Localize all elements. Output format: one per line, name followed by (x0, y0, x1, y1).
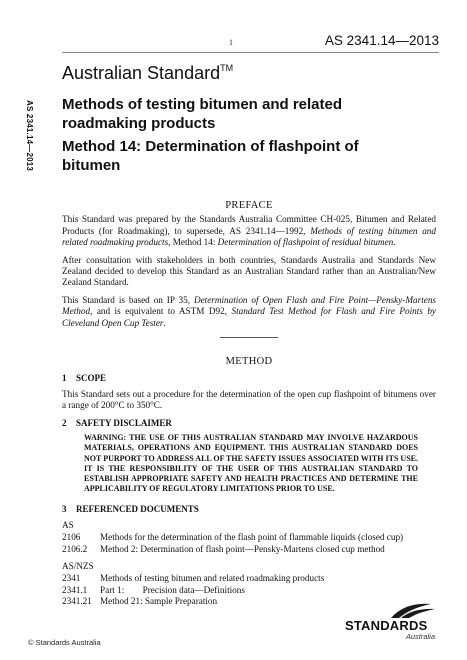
preface-p1-title-a: Methods of testing bitumen and related roadmaking products (62, 225, 436, 248)
document-code: AS 2341.14—2013 (324, 33, 439, 48)
reference-title: Method 2: Determination of flash point—Pensky-Martens closed cup method (100, 543, 385, 554)
asnzs-group-label: AS/NZS (62, 560, 94, 571)
method-title-line-1: Method 14: Determination of flashpoint of (62, 138, 359, 155)
preface-p3-title-a: Determination of Open Flash and Fire Point—Pensky-Martens Method (62, 294, 436, 317)
reference-row (62, 532, 436, 543)
safety-warning: WARNING: THE USE OF THIS AUSTRALIAN STANDARD MAY INVOLVE HAZARDOUS MATERIALS, OPERATIONS AND EQUIPMENT. THIS AUSTRALIAN STANDARD DOES NOT PURPORT TO ADDRESS ALL OF THE SAFETY ISSUES ASSOCIATED WITH ITS USE. IT IS THE RESPONSIBILITY OF THE USER OF THIS AUSTRALIAN STANDARD TO ESTABLISH APPROPRIATE SAFETY AND HEALTH PRACTICES AND DETERMINE THE APPLICABILITY OF REGULATORY LIMITATIONS PRIOR TO USE. (84, 433, 418, 494)
method-heading: METHOD (225, 356, 273, 368)
header-rule (62, 52, 439, 53)
brand-name: Australian Standard (62, 63, 221, 83)
reference-number: 2341.1 (62, 584, 88, 595)
safety-title: SAFETY DISCLAIMER (76, 417, 172, 428)
side-document-code: AS 2341.14—2013 (25, 100, 34, 172)
preface-p1-title-b: Determination of flashpoint of residual bitumen (217, 237, 394, 248)
reference-title: Methods of testing bitumen and related roadmaking products (100, 573, 325, 584)
logo-wordmark: STANDARDS (345, 618, 428, 633)
method-title-line-2: bitumen (62, 157, 121, 174)
reference-number: 2106 (62, 532, 81, 543)
references-heading (62, 504, 436, 515)
reference-row (62, 573, 436, 584)
preface-p3-text-a: This Standard is based on IP 35, (62, 294, 194, 305)
preface-paragraph-2: After consultation with stakeholders in both countries, Standards Australia and Standards New Zealand decided to develop this Standard as an Australian Standard rather than an Australian/New Zealand Standard. (62, 254, 436, 288)
references-number: 3 (62, 504, 67, 515)
reference-title: Part 1: Precision data—Definitions (100, 584, 245, 595)
brand-title (62, 63, 233, 84)
preface-heading: PREFACE (225, 200, 273, 211)
preface-p1-text-a: This Standard was prepared by the Standards Australia Committee CH-025, Bitumen and Related Products (for Roadmaking), to supersede, AS 2341.14—1992, (62, 214, 436, 236)
preface-paragraph-1 (62, 214, 436, 248)
logo-subtext: Australia (405, 632, 435, 641)
series-title-line-2: roadmaking products (62, 115, 216, 132)
scope-number: 1 (62, 373, 67, 384)
scope-heading (62, 373, 436, 384)
preface-p3-title-b: Standard Test Method for Flash and Fire Points by Cleveland Open Cup Tester (62, 306, 436, 328)
reference-row (62, 544, 436, 555)
copyright-notice: © Standards Australia (28, 638, 101, 647)
as-reference-group (62, 520, 436, 555)
reference-title: Method 21: Sample Preparation (100, 596, 218, 607)
preface-p1-text-c: , Method 14: (168, 237, 218, 248)
preface-p3-text-e: . (163, 317, 166, 328)
safety-number: 2 (62, 417, 67, 428)
reference-title: Methods for the determination of the flash point of flammable liquids (closed cup) (100, 532, 404, 543)
page-number: 1 (229, 38, 233, 47)
as-group-label: AS (62, 519, 74, 530)
standards-australia-logo (339, 600, 439, 642)
preface-p1-text-e: . (393, 237, 396, 248)
preface-p3-text-c: , and is equivalent to ASTM D92, (90, 306, 232, 317)
reference-row (62, 585, 436, 596)
scope-title: SCOPE (76, 373, 107, 384)
scope-text: This Standard sets out a procedure for the determination of the open cup flashpoint of bitumens over a range of 200°C to 350°C. (62, 388, 436, 411)
logo-mark-icon (339, 600, 439, 620)
section-divider (220, 337, 278, 338)
reference-number: 2341.21 (62, 596, 92, 607)
title-block (62, 95, 432, 175)
preface-paragraph-3 (62, 295, 436, 329)
reference-number: 2106.2 (62, 543, 88, 554)
document-body (62, 200, 436, 608)
series-title-line-1: Methods of testing bitumen and related (62, 96, 343, 113)
references-title: REFERENCED DOCUMENTS (76, 504, 199, 515)
trademark-mark: TM (220, 63, 234, 73)
safety-heading (62, 418, 436, 429)
reference-number: 2341 (62, 573, 81, 584)
